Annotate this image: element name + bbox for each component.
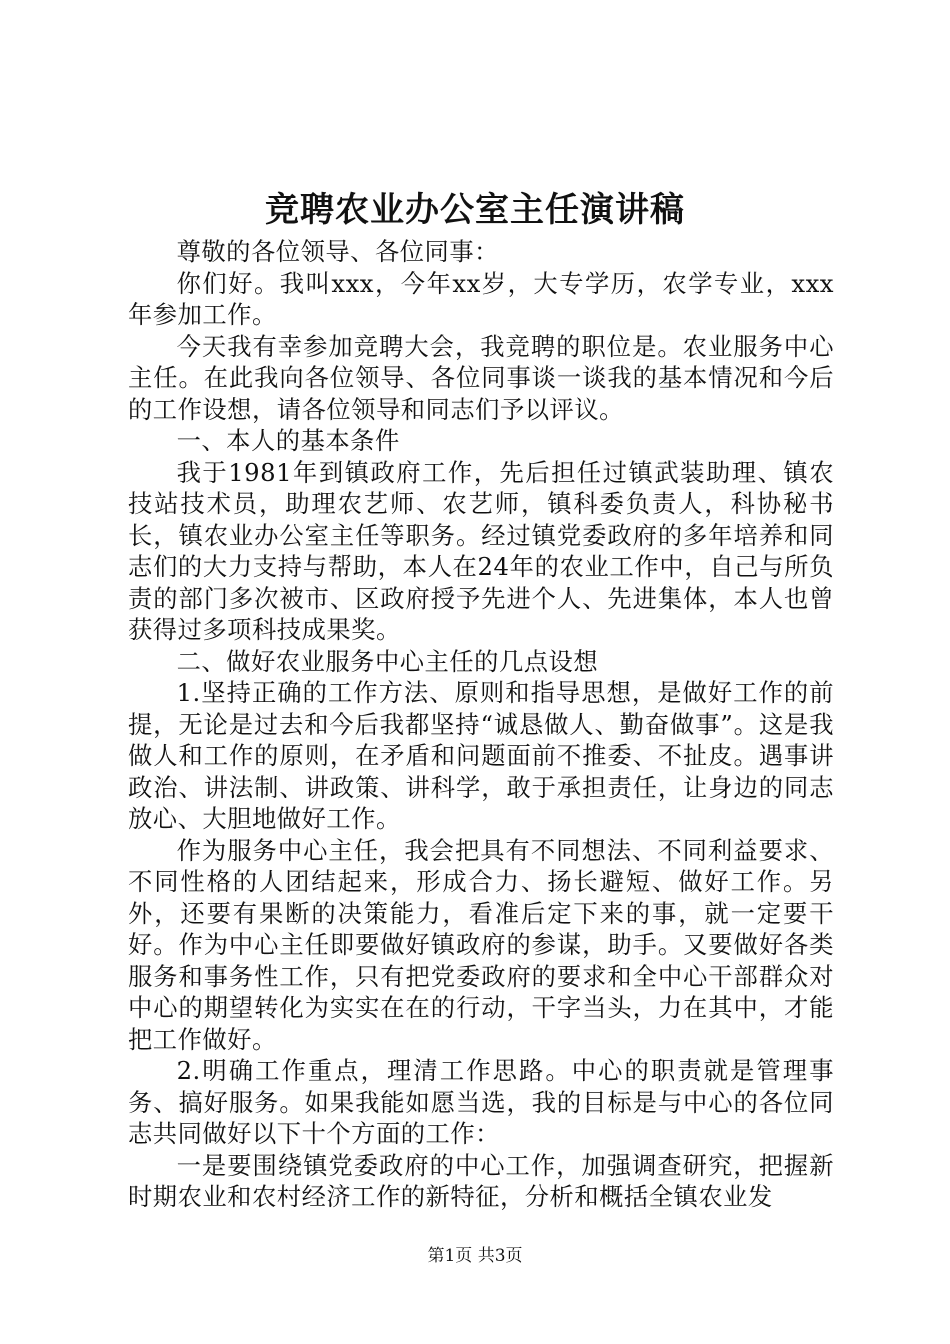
paragraph-plan-2: 2.明确工作重点，理清工作思路。中心的职责就是管理事务、搞好服务。如果我能如愿当选，我的目标是与中心的各位同志共同做好以下十个方面的工作： bbox=[128, 1056, 834, 1148]
page-number-footer: 第1页 共3页 bbox=[427, 1246, 523, 1266]
document-title: 竞聘农业办公室主任演讲稿 bbox=[265, 190, 685, 230]
section-heading-plans: 二、做好农业服务中心主任的几点设想 bbox=[176, 646, 599, 676]
paragraph-greeting: 你们好。我叫xxx，今年xx岁，大专学历，农学专业，xxx年参加工作。 bbox=[128, 268, 834, 329]
document-body bbox=[128, 236, 834, 1213]
paragraph-plan-2-item-1: 一是要围绕镇党委政府的中心工作，加强调查研究，把握新时期农业和农村经济工作的新特征，分析和概括全镇农业发 bbox=[128, 1150, 834, 1211]
paragraph-plan-1-continued: 作为服务中心主任，我会把具有不同想法、不同利益要求、不同性格的人团结起来，形成合力、扬长避短、做好工作。另外，还要有果断的决策能力，看准后定下来的事，就一定要干好。作为中心主任即要做好镇政府的参谋，助手。又要做好各类服务和事务性工作，只有把党委政府的要求和全中心干部群众对中心的期望转化为实实在在的行动，干字当头，力在其中，才能把工作做好。 bbox=[128, 835, 834, 1054]
paragraph-salutation: 尊敬的各位领导、各位同事： bbox=[176, 237, 499, 266]
section-heading-basic-conditions: 一、本人的基本条件 bbox=[176, 426, 400, 455]
paragraph-introduction: 今天我有幸参加竞聘大会，我竞聘的职位是。农业服务中心主任。在此我向各位领导、各位同事谈一谈我的基本情况和今后的工作设想，请各位领导和同志们予以评议。 bbox=[128, 331, 834, 424]
paragraph-work-history: 我于1981年到镇政府工作，先后担任过镇武装助理、镇农技站技术员，助理农艺师、农艺师，镇科委负责人，科协秘书长，镇农业办公室主任等职务。经过镇党委政府的多年培养和同志们的大力支持与帮助，本人在24年的农业工作中，自己与所负责的部门多次被市、区政府授予先进个人、先进集体，本人也曾获得过多项科技成果奖。 bbox=[128, 457, 834, 644]
paragraph-plan-1: 1.坚持正确的工作方法、原则和指导思想，是做好工作的前提，无论是过去和今后我都坚持“诚恳做人、勤奋做事”。这是我做人和工作的原则，在矛盾和问题面前不推委、不扯皮。遇事讲政治、讲法制、讲政策、讲科学，敢于承担责任，让身边的同志放心、大胆地做好工作。 bbox=[128, 678, 834, 833]
